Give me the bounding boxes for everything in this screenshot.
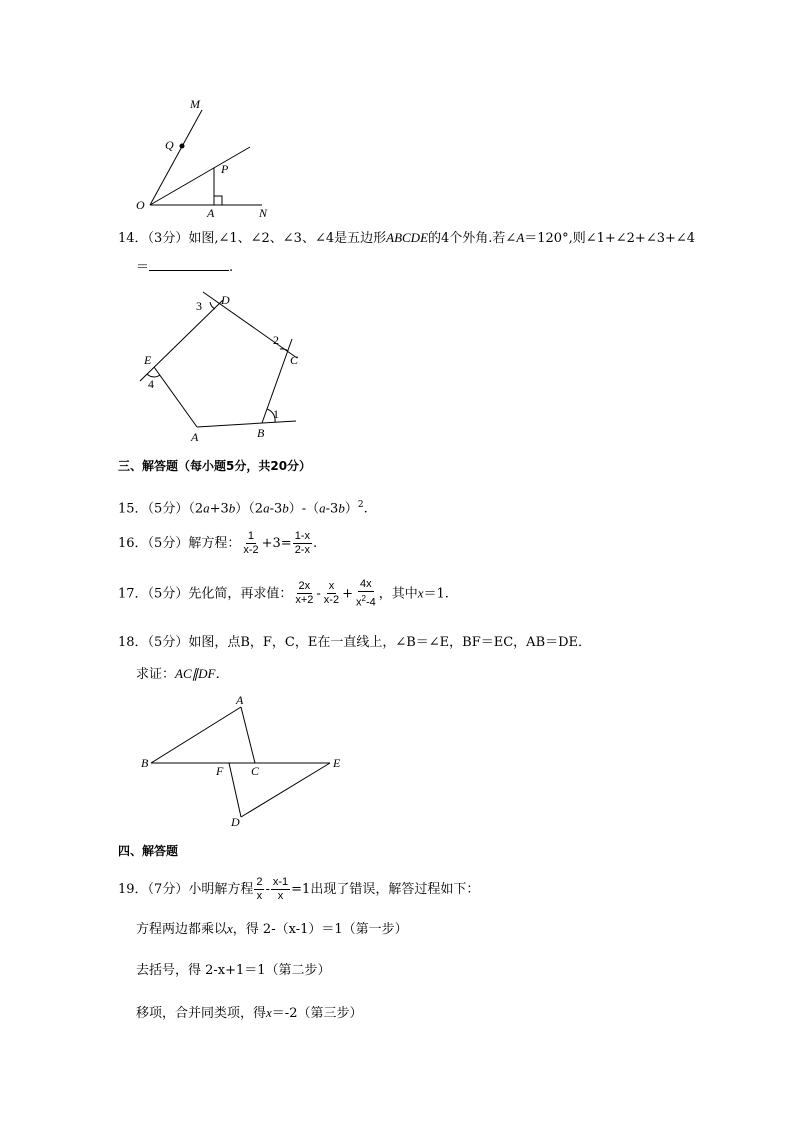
- q19-s1b: ，得 2-（x-1）＝1（第一步）: [232, 922, 408, 937]
- q18-proof: AC∥DF．: [175, 666, 229, 681]
- label-n: N: [259, 206, 268, 220]
- question-18: [118, 634, 591, 652]
- q16-fraction-2: [293, 530, 312, 557]
- q17-f3d-x: x: [355, 596, 362, 609]
- q16-score: （5分）: [147, 536, 189, 551]
- label-p: P: [221, 162, 229, 176]
- q15-score: （5分）: [147, 501, 189, 517]
- q17-f2-numerator: x: [328, 580, 335, 593]
- angle-2-arc: [280, 349, 288, 351]
- q19-s1v: x: [227, 921, 233, 936]
- q16-plus: +3=: [261, 536, 292, 551]
- label-c: C: [251, 764, 260, 778]
- angle-figure: [130, 90, 280, 220]
- question-18-proof: [136, 665, 228, 684]
- q15-p4: -3: [269, 501, 283, 517]
- q17-minus: -: [316, 586, 321, 602]
- segment-fd: [229, 763, 241, 817]
- q14-polygon: ABCDE: [386, 230, 429, 245]
- q15-a1: a: [203, 500, 210, 516]
- q14-text-a: 如图,∠1、∠2、∠3、∠4是五边形: [188, 231, 387, 246]
- angle-3-arc: [210, 302, 215, 309]
- q16-f2-denominator: 2-x: [294, 544, 310, 556]
- q19-number: 19．: [118, 882, 148, 897]
- label-2: 2: [273, 333, 279, 347]
- section-3-heading: 三、解答题（每小题5分，共20分）: [118, 459, 312, 473]
- q19-fraction-2: [271, 876, 290, 903]
- answer-blank[interactable]: [149, 258, 229, 271]
- q17-f3-numerator: 4x: [360, 578, 372, 590]
- segment-ac: [241, 707, 255, 763]
- q15-p6: -3: [325, 501, 339, 517]
- q16-f1-numerator: 1: [247, 530, 255, 542]
- q17-number: 17．: [118, 586, 148, 602]
- q15-number: 15．: [118, 501, 148, 517]
- side-dc-extended: [203, 292, 297, 358]
- right-angle-mark: [214, 196, 222, 205]
- point-q: [180, 144, 185, 149]
- q17-var: x: [417, 585, 424, 601]
- question-19: [118, 876, 479, 903]
- q15-a3: a: [319, 500, 326, 516]
- ray-op: [150, 147, 250, 205]
- q15-b2: b: [282, 500, 289, 516]
- q16-fraction-1: [241, 530, 260, 557]
- q16-f1-denominator: x-2: [243, 544, 259, 556]
- question-16: [118, 530, 317, 557]
- q19-s1a: 方程两边都乘以: [136, 922, 228, 937]
- q17-label: 先化简，再求值：: [188, 586, 293, 602]
- q15-p7: ）: [344, 501, 358, 517]
- side-ab-extended: [197, 421, 296, 427]
- q15-b3: b: [338, 500, 345, 516]
- q19-step-2: 去括号，得 2-x+1＝1（第二步）: [136, 963, 331, 978]
- segment-ab: [151, 707, 241, 763]
- q14-text-b: 的4个外角.若∠: [428, 231, 517, 246]
- label-e: E: [333, 756, 341, 770]
- q18-proof-label: 求证：: [136, 667, 176, 682]
- q16-f2-numerator: 1-x: [294, 530, 310, 542]
- q19-label: 小明解方程: [188, 882, 254, 897]
- q19-minus: -: [265, 882, 270, 897]
- q17-f3d-rest: -4: [365, 596, 376, 609]
- q15-end: .: [363, 501, 368, 517]
- q19-s3a: 移项，合并同类项，得: [136, 1006, 267, 1021]
- q14-end: .: [229, 260, 234, 275]
- q16-end: .: [312, 536, 318, 551]
- q15-exponent: 2: [357, 500, 364, 510]
- q17-f2-denominator: x-2: [323, 594, 340, 607]
- q17-fraction-2: [322, 580, 341, 607]
- q15-p1: （2: [188, 501, 204, 517]
- q14-score: （3分）: [147, 231, 189, 246]
- side-ea: [154, 367, 197, 427]
- q17-f3-denominator: [354, 592, 378, 610]
- pentagon-figure: [130, 285, 310, 445]
- q19-f2-denominator: x: [277, 890, 284, 902]
- label-m: M: [190, 97, 200, 111]
- q18-score: （5分）: [147, 635, 189, 650]
- q19-step-1: [136, 920, 408, 939]
- q19-fraction-1: [254, 876, 264, 903]
- label-4: 4: [148, 377, 154, 391]
- q17-f1-numerator: 2x: [298, 580, 311, 593]
- q19-f2-numerator: x-1: [272, 876, 289, 888]
- label-b: B: [141, 756, 149, 770]
- q18-text: 如图，点B，F，C，E在一直线上，∠B＝∠E，BF＝EC，AB＝DE．: [188, 635, 592, 650]
- q17-mid: ，其中: [378, 586, 418, 602]
- label-o: O: [136, 198, 145, 212]
- q14-eq: ＝: [136, 260, 150, 275]
- q17-plus: +: [342, 586, 353, 602]
- q17-fraction-3: [354, 578, 378, 610]
- q19-score: （7分）: [147, 882, 189, 897]
- label-a: A: [236, 693, 244, 707]
- q15-p2: +3: [209, 501, 229, 517]
- label-f: F: [216, 764, 224, 778]
- q15-p3: ）（2: [235, 501, 264, 517]
- q16-label: 解方程：: [188, 536, 241, 551]
- label-e: E: [144, 353, 152, 367]
- label-a: A: [207, 206, 215, 220]
- q19-eq: =1出现了错误，解答过程如下：: [291, 882, 480, 897]
- side-ed-extended: [140, 300, 223, 381]
- label-1: 1: [273, 407, 279, 421]
- question-14: [118, 229, 695, 248]
- triangles-figure: [135, 690, 355, 830]
- question-17: [118, 578, 449, 610]
- label-b: B: [257, 426, 265, 440]
- q19-f1-denominator: x: [256, 890, 263, 902]
- q17-score: （5分）: [147, 586, 189, 602]
- question-15: [118, 496, 368, 518]
- q19-s3b: ＝-2（第三步）: [271, 1006, 363, 1021]
- label-d: D: [231, 815, 240, 829]
- q14-angle-a: A: [516, 230, 525, 245]
- q17-f3d-exponent: 2: [361, 594, 366, 603]
- question-14-answer-line: [136, 258, 233, 277]
- label-c: C: [290, 353, 299, 367]
- label-a: A: [191, 430, 199, 444]
- q16-number: 16．: [118, 536, 148, 551]
- q18-number: 18．: [118, 635, 148, 650]
- q17-fraction-1: [293, 580, 315, 607]
- q15-b1: b: [228, 500, 236, 516]
- q14-number: 14．: [118, 231, 148, 246]
- q17-f1-denominator: x+2: [295, 594, 314, 607]
- ray-om: [150, 110, 202, 205]
- label-3: 3: [196, 299, 202, 313]
- q19-f1-numerator: 2: [256, 876, 263, 888]
- q14-text-c: ＝120°,则∠1+∠2+∠3+∠4: [524, 231, 696, 246]
- q19-s3v: x: [266, 1005, 272, 1020]
- section-4-heading: 四、解答题: [118, 844, 179, 858]
- q17-val: ＝1.: [423, 586, 449, 602]
- label-d: D: [221, 293, 230, 307]
- q15-p5: ）-（: [288, 501, 320, 517]
- label-q: Q: [165, 138, 174, 152]
- q19-step-3: [136, 1004, 362, 1023]
- q15-a2: a: [263, 500, 270, 516]
